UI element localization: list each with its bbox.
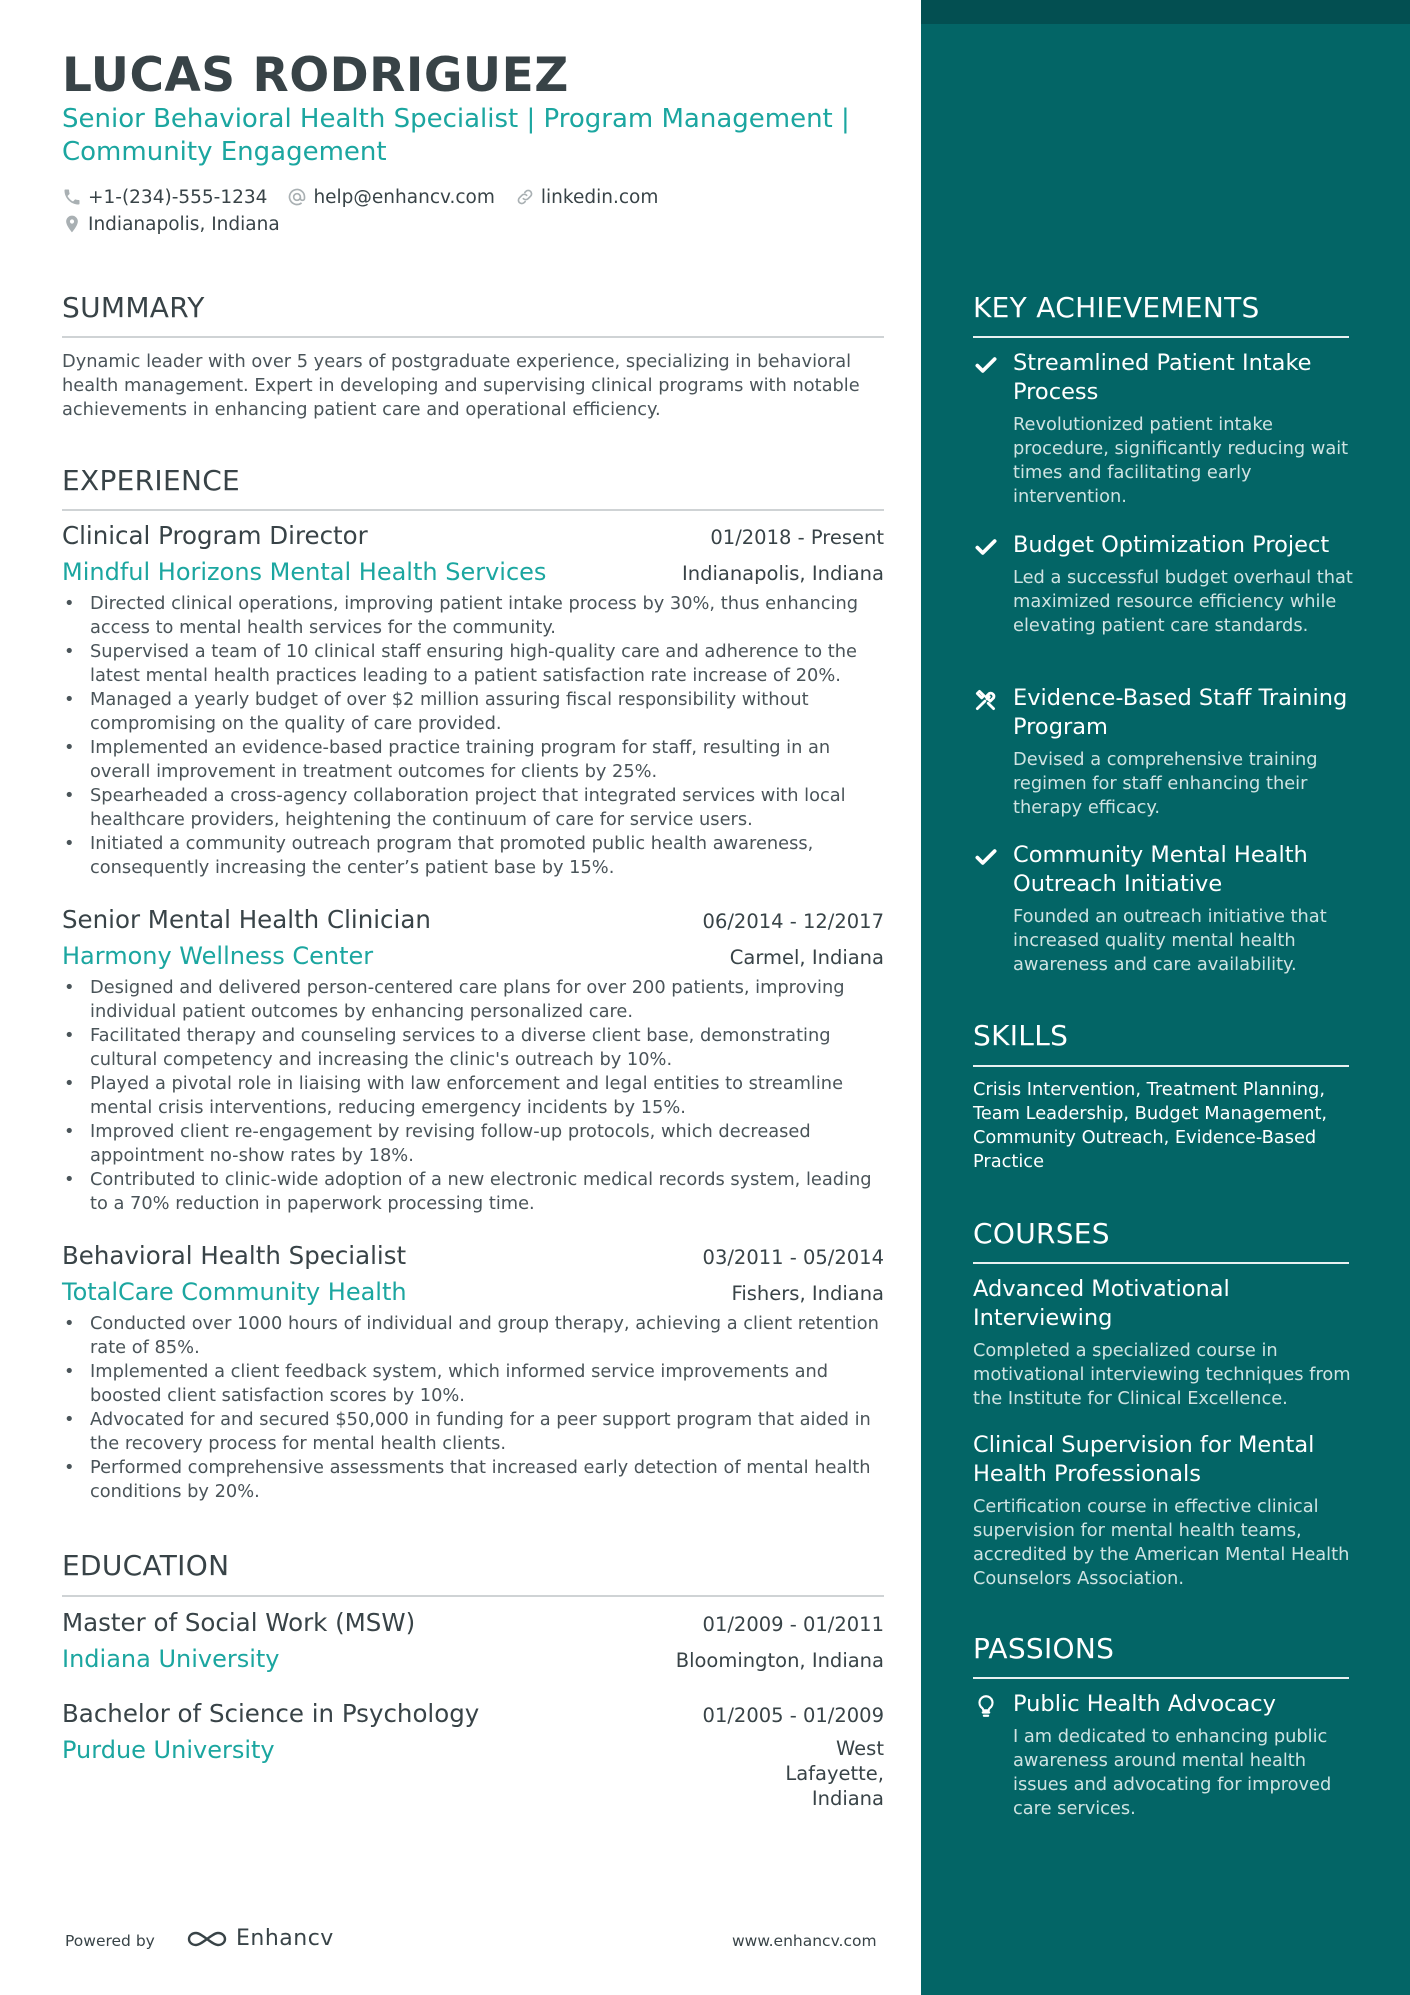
course-description: Completed a specialized course in motivational interviewing techniques from the Institute for Clinical Excellence. [973,1340,1351,1409]
achievement-description: Led a successful budget overhaul that maximized resource efficiency while elevating patient care standards. [1013,567,1353,636]
course-title: Advanced Motivational Interviewing [973,1276,1230,1331]
school-location: Bloomington, Indiana [675,1649,884,1672]
passions-divider [973,1677,1349,1679]
experience-divider [62,509,884,511]
achievement-item [973,684,1353,820]
skills-list: Crisis Intervention, Treatment Planning, Team Leadership, Budget Management, Community Outreach, Evidence-Based Practice [973,1079,1328,1172]
courses-heading: COURSES [973,1217,1110,1250]
company-name[interactable]: TotalCare Community Health [62,1278,407,1306]
candidate-name: LUCAS RODRIGUEZ [62,48,569,103]
company-name[interactable]: Mindful Horizons Mental Health Services [62,558,547,586]
contact-email[interactable] [287,187,494,208]
skills-divider [973,1065,1349,1067]
education-entry [62,1699,884,1811]
link-icon [515,187,535,207]
linkedin-text: linkedin.com [540,186,659,208]
experience-heading: EXPERIENCE [62,464,241,497]
job-bullets [62,592,884,880]
contact-location [62,214,280,235]
job-bullets [62,1312,884,1504]
passion-description: I am dedicated to enhancing public awareness around mental health issues and advocating for improved care services. [1013,1726,1332,1819]
education-dates: 01/2009 - 01/2011 [702,1613,884,1636]
headline: Senior Behavioral Health Specialist | Program Management | Community Engagement [62,104,850,167]
sidebar-top-band [921,0,1410,24]
job-location: Carmel, Indiana [729,946,884,969]
enhancv-logo[interactable] [184,1926,334,1951]
achievement-item [973,531,1353,638]
footer-url[interactable]: www.enhancv.com [732,1932,877,1950]
check-icon [973,844,999,870]
education-entry [62,1608,884,1673]
bullet-item: • Played a pivotal role in liaising with law enforcement and legal entities to streamline mental crisis interventions, reducing emergency incidents by 15%. [62,1072,884,1120]
job-bullets [62,976,884,1216]
bullet-item: • Designed and delivered person-centered care plans for over 200 patients, improving individual patient outcomes by enhancing personalized care. [62,976,884,1024]
bullet-item: • Managed a yearly budget of over $2 million assuring fiscal responsibility without compromising on the quality of care provided. [62,688,884,736]
school-name[interactable]: Purdue University [62,1736,275,1764]
check-icon [973,534,999,560]
achievement-description: Founded an outreach initiative that increased quality mental health awareness and care availability. [1013,906,1327,975]
job-title: Behavioral Health Specialist [62,1241,407,1270]
course-title: Clinical Supervision for Mental Health Professionals [973,1432,1315,1487]
degree-name: Bachelor of Science in Psychology [62,1699,480,1728]
bullet-item: • Conducted over 1000 hours of individual and group therapy, achieving a client retention rate of 85%. [62,1312,884,1360]
experience-entry [62,905,884,1216]
tools-icon [973,687,999,713]
school-name[interactable]: Indiana University [62,1645,280,1673]
course-item [973,1275,1353,1411]
achievement-description: Revolutionized patient intake procedure, significantly reducing wait times and facilitating early intervention. [1013,414,1349,507]
achievement-item [973,841,1353,977]
phone-icon [62,187,82,207]
passions-heading: PASSIONS [973,1632,1115,1665]
skills-heading: SKILLS [973,1019,1069,1052]
achievements-heading: KEY ACHIEVEMENTS [973,291,1260,324]
brand-name: Enhancv [236,1926,334,1951]
phone-text: +1-(234)-555-1234 [88,186,268,208]
achievement-description: Devised a comprehensive training regimen for staff enhancing their therapy efficacy. [1013,749,1318,818]
achievement-item [973,349,1353,509]
location-text: Indianapolis, Indiana [88,213,280,235]
company-name[interactable]: Harmony Wellness Center [62,942,374,970]
check-icon [973,352,999,378]
achievement-title: Budget Optimization Project [1013,532,1330,558]
sidebar [921,0,1410,1995]
job-dates: 06/2014 - 12/2017 [702,910,884,933]
courses-divider [973,1262,1349,1264]
bullet-item: • Improved client re-engagement by revising follow-up protocols, which decreased appointment no-show rates by 18%. [62,1120,884,1168]
lightbulb-icon [973,1693,999,1719]
passion-item [973,1690,1353,1821]
summary-divider [62,336,884,338]
achievement-title: Evidence-Based Staff Training Program [1013,685,1348,740]
bullet-item: • Contributed to clinic-wide adoption of a new electronic medical records system, leading to a 70% reduction in paperwork processing time. [62,1168,884,1216]
job-dates: 03/2011 - 05/2014 [702,1246,884,1269]
achievement-title: Community Mental Health Outreach Initiative [1013,842,1308,897]
location-row [62,212,300,236]
contact-row [62,185,678,209]
achievement-title: Streamlined Patient Intake Process [1013,350,1312,405]
course-item [973,1431,1353,1591]
contact-phone[interactable] [62,187,267,208]
email-text: help@enhancv.com [313,186,495,208]
passion-title: Public Health Advocacy [1013,1691,1276,1717]
bullet-item: • Facilitated therapy and counseling services to a diverse client base, demonstrating cultural competency and increasing the clinic's outreach by 10%. [62,1024,884,1072]
course-description: Certification course in effective clinical supervision for mental health teams, accredited by the American Mental Health Counselors Association. [973,1496,1350,1589]
degree-name: Master of Social Work (MSW) [62,1608,416,1637]
bullet-item: • Initiated a community outreach program that promoted public health awareness, consequently increasing the center’s patient base by 15%. [62,832,884,880]
experience-entry [62,1241,884,1504]
job-title: Senior Mental Health Clinician [62,905,431,934]
job-location: Indianapolis, Indiana [681,562,884,585]
education-heading: EDUCATION [62,1549,230,1582]
bullet-item: • Advocated for and secured $50,000 in funding for a peer support program that aided in the recovery process for mental health clients. [62,1408,884,1456]
powered-by-label: Powered by [65,1932,155,1950]
job-title: Clinical Program Director [62,521,368,550]
bullet-item: • Directed clinical operations, improving patient intake process by 30%, thus enhancing access to mental health services for the community. [62,592,884,640]
location-pin-icon [62,214,82,234]
job-location: Fishers, Indiana [731,1282,884,1305]
achievements-divider [973,336,1349,338]
summary-text: Dynamic leader with over 5 years of postgraduate experience, specializing in behavioral health management. Expert in developing and supervising clinical programs with notable achievements in enhancing patient care and operational efficiency. [62,351,860,420]
experience-entry [62,521,884,880]
education-divider [62,1595,884,1597]
bullet-item: • Spearheaded a cross-agency collaboration project that integrated services with local healthcare providers, heightening the continuum of care for service users. [62,784,884,832]
bullet-item: • Implemented a client feedback system, which informed service improvements and boosted client satisfaction scores by 10%. [62,1360,884,1408]
at-icon [287,187,307,207]
summary-heading: SUMMARY [62,291,205,324]
job-dates: 01/2018 - Present [710,526,884,549]
bullet-item: • Implemented an evidence-based practice training program for staff, resulting in an overall improvement in treatment outcomes for clients by 25%. [62,736,884,784]
school-location: West Lafayette, Indiana [785,1737,884,1810]
infinity-logo-icon [184,1927,230,1951]
contact-linkedin[interactable] [515,187,658,208]
education-dates: 01/2005 - 01/2009 [702,1704,884,1727]
bullet-item: • Performed comprehensive assessments that increased early detection of mental health conditions by 20%. [62,1456,884,1504]
bullet-item: • Supervised a team of 10 clinical staff ensuring high-quality care and adherence to the latest mental health practices leading to a patient satisfaction rate increase of 20%. [62,640,884,688]
